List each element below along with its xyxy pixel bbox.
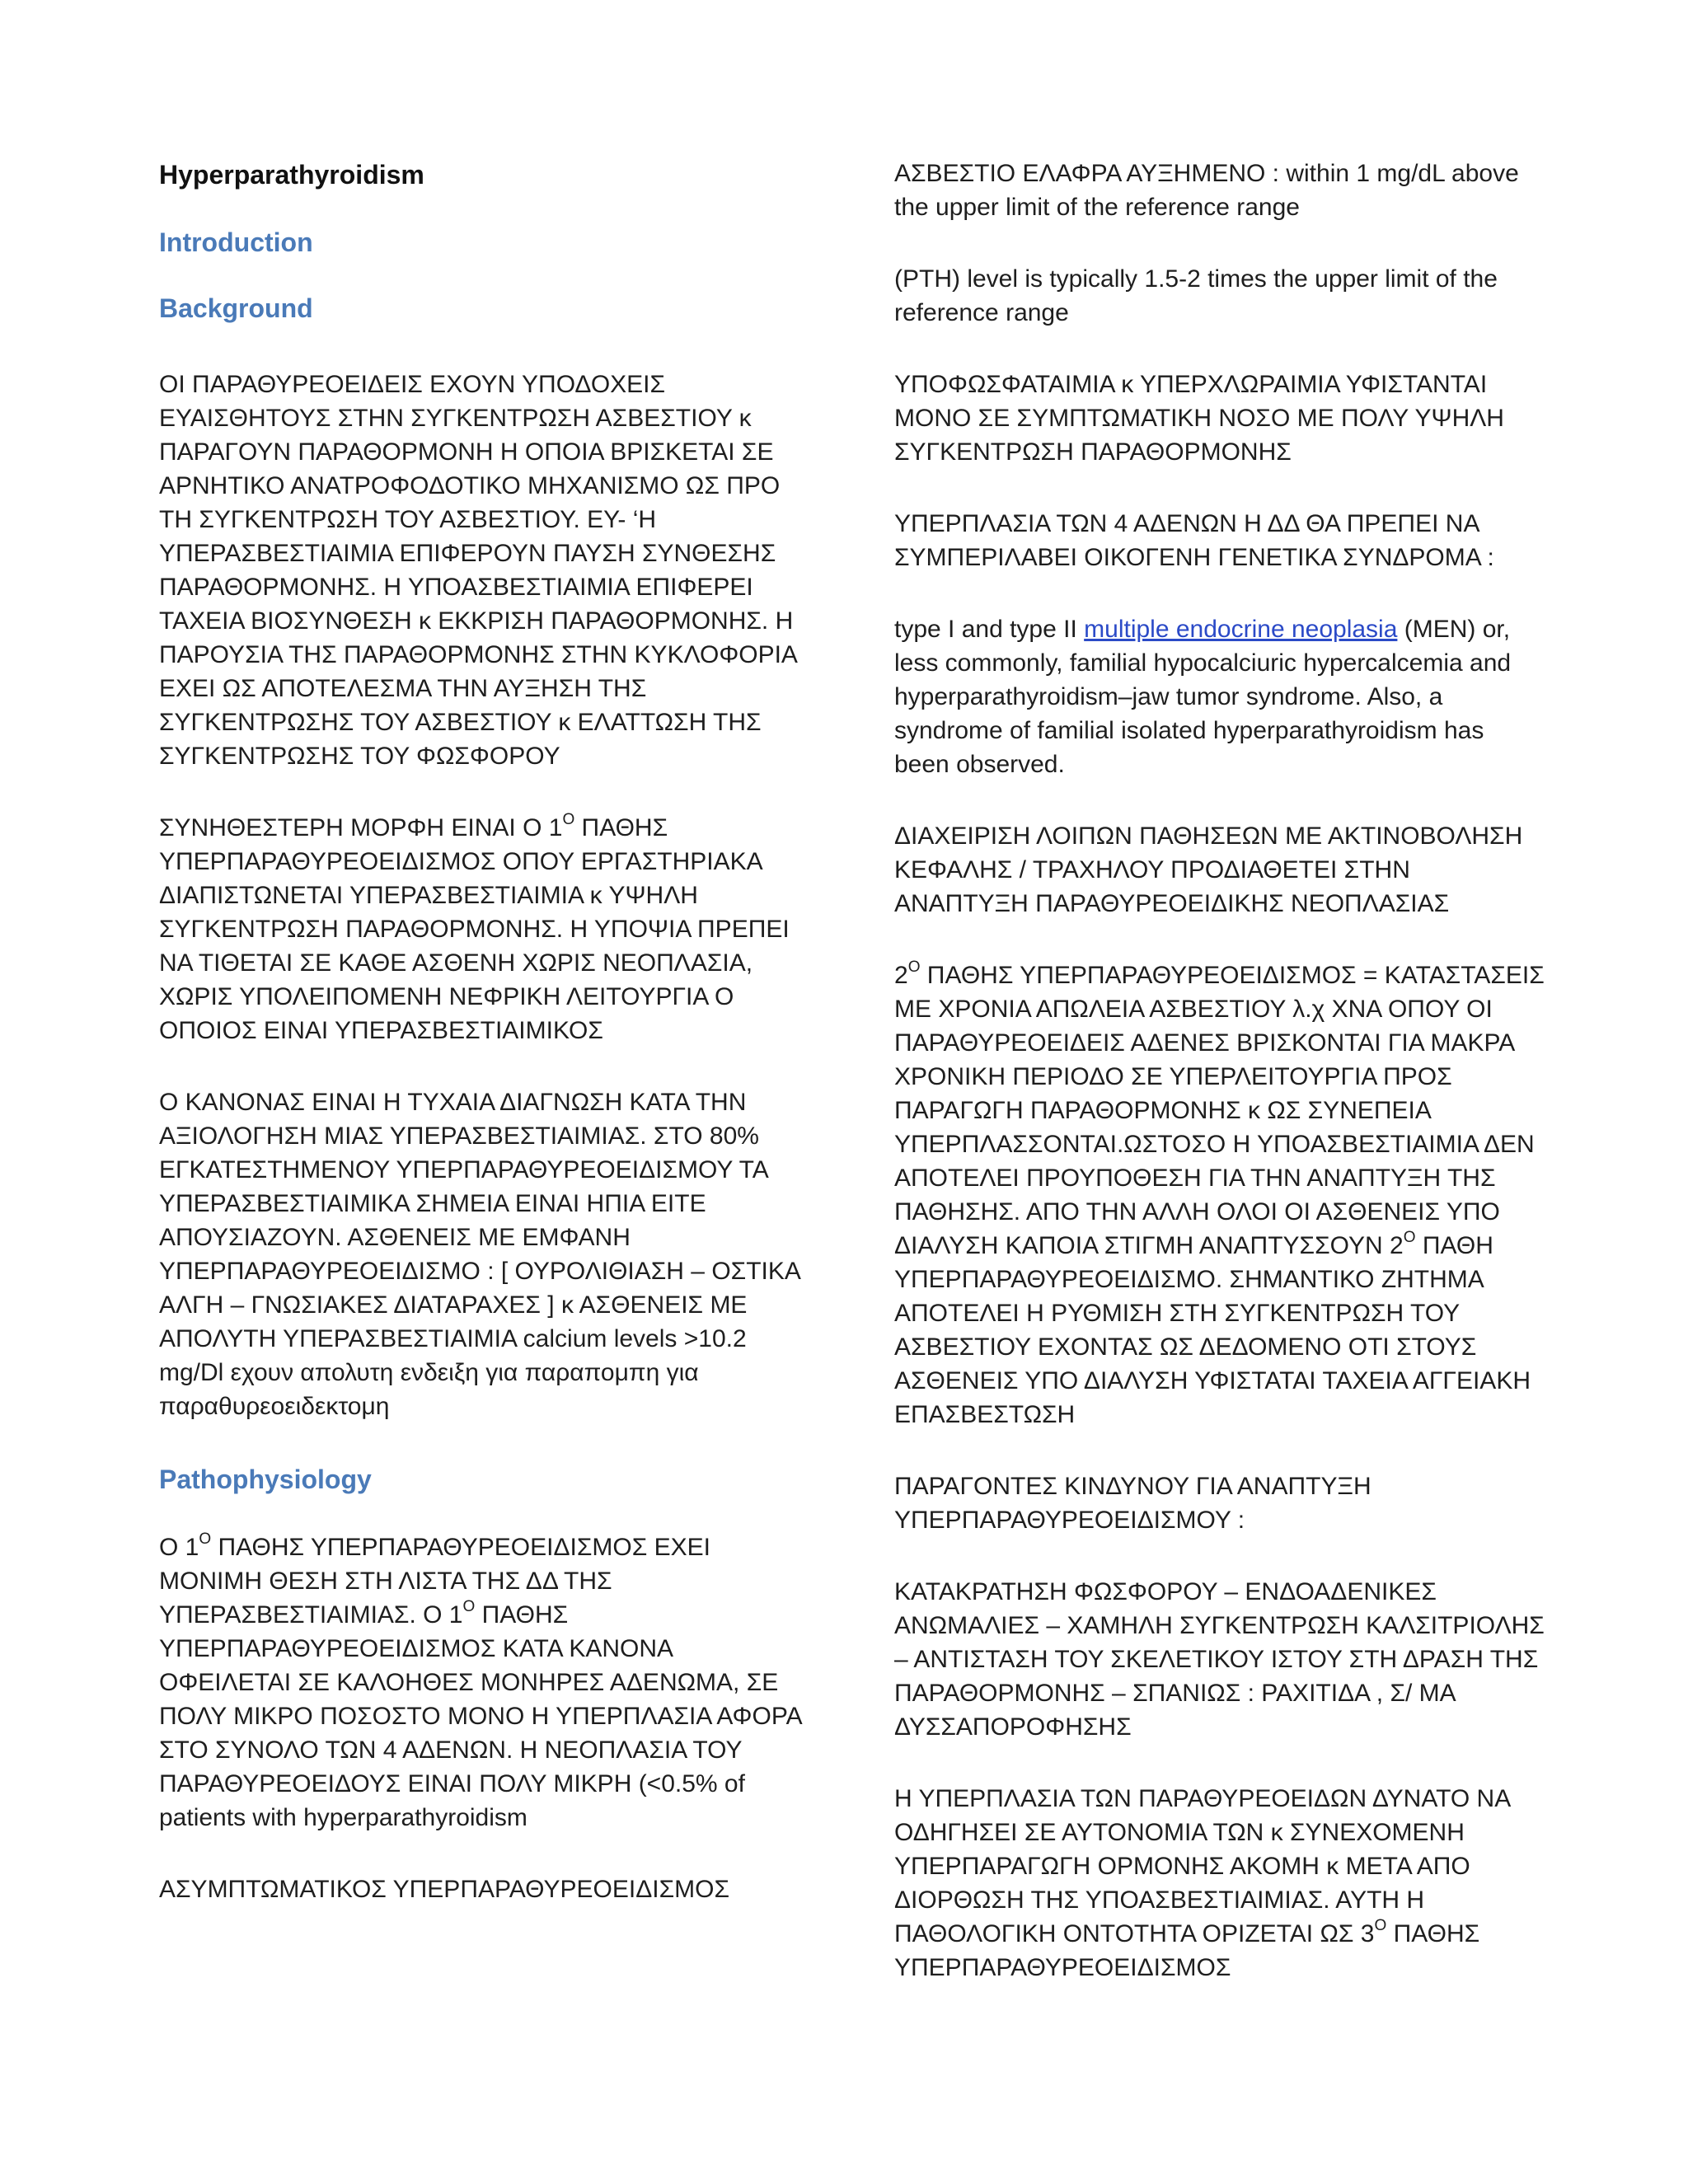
heading-pathophysiology: Pathophysiology — [159, 1465, 372, 1494]
heading-background: Background — [159, 293, 313, 323]
paragraph-incidental-diagnosis: Ο ΚΑΝΟΝΑΣ ΕΙΝΑΙ Η ΤΥΧΑΙΑ ΔΙΑΓΝΩΣΗ ΚΑΤΑ ΤΗΝ ΑΞΙΟΛΟΓΗΣΗ ΜΙΑΣ ΥΠΕΡΑΣΒΕΣΤΙΑΙΜΙΑΣ. ΣΤΟ 80% ΕΓΚΑΤΕΣΤΗΜΕΝΟΥ ΥΠΕΡΠΑΡΑΘΥΡΕΟΕΙΔΙΣΜΟΥ ΤΑ ΥΠΕΡΑΣΒΕΣΤΙΑΙΜΙΚΑ ΣΗΜΕΙΑ ΕΙΝΑΙ ΗΠΙΑ ΕΙΤΕ ΑΠΟΥΣΙΑΖΟΥΝ. ΑΣΘΕΝΕΙΣ ΜΕ ΕΜΦΑΝΗ ΥΠΕΡΠΑΡΑΘΥΡΕΟΕΙΔΙΣΜΟ : [ ΟΥΡΟΛΙΘΙΑΣΗ – ΟΣΤΙΚΑ ΑΛΓΗ – ΓΝΩΣΙΑΚΕΣ ΔΙΑΤΑΡΑΧΕΣ ] κ ΑΣΘΕΝΕΙΣ ΜΕ ΑΠΟΛΥΤΗ ΥΠΕΡΑΣΒΕΣΤΙΑΙΜΙΑ calcium levels >10.2 mg/Dl εχουν απολυτη ενδειξη για παραπομπη για παραθυρεοειδεκτομη — [159, 1089, 800, 1420]
text-fragment: ΠΑΘΗΣ ΥΠΕΡΠΑΡΑΘΥΡΕΟΕΙΔΙΣΜΟΣ ΟΠΟΥ ΕΡΓΑΣΤΗΡΙΑΚΑ ΔΙΑΠΙΣΤΩΝΕΤΑΙ ΥΠΕΡΑΣΒΕΣΤΙΑΙΜΙΑ κ ΥΨΗΛΗ ΣΥΓΚΕΝΤΡΩΣΗ ΠΑΡΑΘΟΡΜΟΝΗΣ. Η ΥΠΟΨΙΑ ΠΡΕΠΕΙ ΝΑ ΤΙΘΕΤΑΙ ΣΕ ΚΑΘΕ ΑΣΘΕΝΗ ΧΩΡΙΣ ΝΕΟΠΛΑΣΙΑ, ΧΩΡΙΣ ΥΠΟΛΕΙΠΟΜΕΝΗ ΝΕΦΡΙΚΗ ΛΕΙΤΟΥΡΓΙΑ Ο ΟΠΟΙΟΣ ΕΙΝΑΙ ΥΠΕΡΑΣΒΕΣΤΙΑΙΜΙΚΟΣ — [159, 814, 790, 1044]
text-fragment: ΠΑΘΗΣ ΥΠΕΡΠΑΡΑΘΥΡΕΟΕΙΔΙΣΜΟΣ — [894, 1920, 1480, 1981]
text-fragment: ΣΥΝΗΘΕΣΤΕΡΗ ΜΟΡΦΗ ΕΙΝΑΙ Ο 1 — [159, 814, 563, 841]
right-column — [894, 157, 1545, 2022]
text-fragment: Ο 1 — [159, 1534, 199, 1561]
paragraph-risk-factors: ΚΑΤΑΚΡΑΤΗΣΗ ΦΩΣΦΟΡΟΥ – ΕΝΔΟΑΔΕΝΙΚΕΣ ΑΝΩΜΑΛΙΕΣ – ΧΑΜΗΛΗ ΣΥΓΚΕΝΤΡΩΣΗ ΚΑΛΣΙΤΡΙΟΛΗΣ – ΑΝΤΙΣΤΑΣΗ ΤΟΥ ΣΚΕΛΕΤΙΚΟΥ ΙΣΤΟΥ ΣΤΗ ΔΡΑΣΗ ΤΗΣ ΠΑΡΑΘΟΡΜΟΝΗΣ – ΣΠΑΝΙΩΣ : ΡΑΧΙΤΙΔΑ , Σ/ ΜΑ ΔΥΣΣΑΠΟΡΟΦΗΣΗΣ — [894, 1578, 1545, 1741]
text-fragment: ΠΑΘΗΣ ΥΠΕΡΠΑΡΑΘΥΡΕΟΕΙΔΙΣΜΟΣ ΕΧΕΙ ΜΟΝΙΜΗ ΘΕΣΗ ΣΤΗ ΛΙΣΤΑ ΤΗΣ ΔΔ ΤΗΣ ΥΠΕΡΑΣΒΕΣΤΙΑΙΜΙΑΣ. Ο 1 — [159, 1534, 710, 1629]
text-fragment: type I and type II — [894, 616, 1085, 643]
paragraph-risk-factors-heading: ΠΑΡΑΓΟΝΤΕΣ ΚΙΝΔΥΝΟΥ ΓΙΑ ΑΝΑΠΤΥΞΗ ΥΠΕΡΠΑΡΑΘΥΡΕΟΕΙΔΙΣΜΟΥ : — [894, 1473, 1372, 1534]
link-multiple-endocrine-neoplasia[interactable]: multiple endocrine neoplasia — [1084, 616, 1398, 643]
superscript: O — [1403, 1229, 1416, 1246]
text-fragment: ΠΑΘΗΣ ΥΠΕΡΠΑΡΑΘΥΡΕΟΕΙΔΙΣΜΟΣ = ΚΑΤΑΣΤΑΣΕΙΣ ΜΕ ΧΡΟΝΙΑ ΑΠΩΛΕΙΑ ΑΣΒΕΣΤΙΟΥ λ.χ ΧΝΑ ΟΠΟΥ ΟΙ ΠΑΡΑΘΥΡΕΟΕΙΔΕΙΣ ΑΔΕΝΕΣ ΒΡΙΣΚΟΝΤΑΙ ΓΙΑ ΜΑΚΡΑ ΧΡΟΝΙΚΗ ΠΕΡΙΟΔΟ ΣΕ ΥΠΕΡΛΕΙΤΟΥΡΓΙΑ ΠΡΟΣ ΠΑΡΑΓΩΓΗ ΠΑΡΑΘΟΡΜΟΝΗΣ κ ΩΣ ΣΥΝΕΠΕΙΑ ΥΠΕΡΠΛΑΣΣΟΝΤΑΙ.ΩΣΤΟΣΟ Η ΥΠΟΑΣΒΕΣΤΙΑΙΜΙΑ ΔΕΝ ΑΠΟΤΕΛΕΙ ΠΡΟΥΠΟΘΕΣΗ ΓΙΑ ΤΗΝ ΑΝΑΠΤΥΞΗ ΤΗΣ ΠΑΘΗΣΗΣ. ΑΠΟ ΤΗΝ ΑΛΛΗ ΟΛΟΙ ΟΙ ΑΣΘΕΝΕΙΣ ΥΠΟ ΔΙΑΛΥΣΗ ΚΑΠΟΙΑ ΣΤΙΓΜΗ ΑΝΑΠΤΥΣΣΟΥΝ 2 — [894, 962, 1545, 1259]
paragraph-tertiary-hyperparathyroidism — [894, 1782, 1545, 1985]
text-fragment: Η ΥΠΕΡΠΛΑΣΙΑ ΤΩΝ ΠΑΡΑΘΥΡΕΟΕΙΔΩΝ ΔΥΝΑΤΟ ΝΑ ΟΔΗΓΗΣΕΙ ΣΕ ΑΥΤΟΝΟΜΙΑ ΤΩΝ κ ΣΥΝΕΧΟΜΕΝΗ ΥΠΕΡΠΑΡΑΓΩΓΗ ΟΡΜΟΝΗΣ ΑΚΟΜΗ κ ΜΕΤΑ ΑΠΟ ΔΙΟΡΘΩΣΗ ΤΗΣ ΥΠΟΑΣΒΕΣΤΙΑΙΜΙΑΣ. ΑΥΤΗ Η ΠΑΘΟΛΟΓΙΚΗ ΟΝΤΟΤΗΤΑ ΟΡΙΖΕΤΑΙ ΩΣ 3 — [894, 1785, 1510, 1947]
superscript: O — [199, 1530, 212, 1548]
paragraph-calcium-slightly-elevated: ΑΣΒΕΣΤΙΟ ΕΛΑΦΡΑ ΑΥΞΗΜΕΝΟ : within 1 mg/dL above the upper limit of the reference range — [894, 160, 1519, 221]
text-fragment: (MEN) or, less commonly, familial hypocalciuric hypercalcemia and hyperparathyroidism–jaw tumor syndrome. Also, a syndrome of familial isolated hyperparathyroidism has been observed. — [894, 616, 1512, 778]
paragraph-hypophosphatemia: ΥΠΟΦΩΣΦΑΤΑΙΜΙΑ κ ΥΠΕΡΧΛΩΡΑΙΜΙΑ ΥΦΙΣΤΑΝΤΑΙ ΜΟΝΟ ΣΕ ΣΥΜΠΤΩΜΑΤΙΚΗ ΝΟΣΟ ΜΕ ΠΟΛΥ ΥΨΗΛΗ ΣΥΓΚΕΝΤΡΩΣΗ ΠΑΡΑΘΟΡΜΟΝΗΣ — [894, 371, 1504, 466]
paragraph-genetic-syndromes — [894, 612, 1545, 781]
text-fragment: ΠΑΘΗ ΥΠΕΡΠΑΡΑΘΥΡΕΟΕΙΔΙΣΜΟ. ΣΗΜΑΝΤΙΚΟ ΖΗΤΗΜΑ ΑΠΟΤΕΛΕΙ Η ΡΥΘΜΙΣΗ ΣΤΗ ΣΥΓΚΕΝΤΡΩΣΗ ΤΟΥ ΑΣΒΕΣΤΙΟΥ ΕΧΟΝΤΑΣ ΩΣ ΔΕΔΟΜΕΝΟ ΟΤΙ ΣΤΟΥΣ ΑΣΘΕΝΕΙΣ ΥΠΟ ΔΙΑΛΥΣΗ ΥΦΙΣΤΑΤΑΙ ΤΑΧΕΙΑ ΑΓΓΕΙΑΚΗ ΕΠΑΣΒΕΣΤΩΣΗ — [894, 1232, 1531, 1428]
superscript: O — [462, 1598, 476, 1615]
superscript: O — [907, 958, 921, 976]
superscript: O — [1374, 1917, 1387, 1934]
paragraph-pth-level: (PTH) level is typically 1.5-2 times the upper limit of the reference range — [894, 265, 1498, 326]
text-fragment: ΠΑΘΗΣ ΥΠΕΡΠΑΡΑΘΥΡΕΟΕΙΔΙΣΜΟΣ ΚΑΤΑ ΚΑΝΟΝΑ ΟΦΕΙΛΕΤΑΙ ΣΕ ΚΑΛΟΗΘΕΣ ΜΟΝΗΡΕΣ ΑΔΕΝΩΜΑ, ΣΕ ΠΟΛΥ ΜΙΚΡΟ ΠΟΣΟΣΤΟ ΜΟΝΟ Η ΥΠΕΡΠΛΑΣΙΑ ΑΦΟΡΑ ΣΤΟ ΣΥΝΟΛΟ ΤΩΝ 4 ΑΔΕΝΩΝ. Η ΝΕΟΠΛΑΣΙΑ ΤΟΥ ΠΑΡΑΘΥΡΕΟΕΙΔΟΥΣ ΕΙΝΑΙ ΠΟΛΥ ΜΙΚΡΗ (<0.5% of patients with hyperparathyroidism — [159, 1601, 801, 1831]
paragraph-four-gland-hyperplasia: ΥΠΕΡΠΛΑΣΙΑ ΤΩΝ 4 ΑΔΕΝΩΝ Η ΔΔ ΘΑ ΠΡΕΠΕΙ ΝΑ ΣΥΜΠΕΡΙΛΑΒΕΙ ΟΙΚΟΓΕΝΗ ΓΕΝΕΤΙΚΑ ΣΥΝΔΡΟΜΑ : — [894, 510, 1494, 571]
paragraph-radiation-risk: ΔΙΑΧΕΙΡΙΣΗ ΛΟΙΠΩΝ ΠΑΘΗΣΕΩΝ ΜΕ ΑΚΤΙΝΟΒΟΛΗΣΗ ΚΕΦΑΛΗΣ / ΤΡΑΧΗΛΟΥ ΠΡΟΔΙΑΘΕΤΕΙ ΣΤΗΝ ΑΝΑΠΤΥΞΗ ΠΑΡΑΘΥΡΕΟΕΙΔΙΚΗΣ ΝΕΟΠΛΑΣΙΑΣ — [894, 823, 1523, 917]
paragraph-secondary-hyperparathyroidism — [894, 958, 1545, 1432]
left-column — [159, 157, 810, 1944]
paragraph-primary-hyperparathyroidism — [159, 811, 810, 1047]
paragraph-asymptomatic: ΑΣΥΜΠΤΩΜΑΤΙΚΟΣ ΥΠΕΡΠΑΡΑΘΥΡΕΟΕΙΔΙΣΜΟΣ — [159, 1876, 730, 1903]
heading-introduction: Introduction — [159, 227, 313, 257]
paragraph-pathophysiology — [159, 1530, 810, 1835]
paragraph-parathyroid-receptors: ΟΙ ΠΑΡΑΘΥΡΕΟΕΙΔΕΙΣ ΕΧΟΥΝ ΥΠΟΔΟΧΕΙΣ ΕΥΑΙΣΘΗΤΟΥΣ ΣΤΗΝ ΣΥΓΚΕΝΤΡΩΣΗ ΑΣΒΕΣΤΙΟΥ κ ΠΑΡΑΓΟΥΝ ΠΑΡΑΘΟΡΜΟΝΗ Η ΟΠΟΙΑ ΒΡΙΣΚΕΤΑΙ ΣΕ ΑΡΝΗΤΙΚΟ ΑΝΑΤΡΟΦΟΔΟΤΙΚΟ ΜΗΧΑΝΙΣΜΟ ΩΣ ΠΡΟ ΤΗ ΣΥΓΚΕΝΤΡΩΣΗ ΤΟΥ ΑΣΒΕΣΤΙΟΥ. ΕΥ- ‘Η ΥΠΕΡΑΣΒΕΣΤΙΑΙΜΙΑ ΕΠΙΦΕΡΟΥΝ ΠΑΥΣΗ ΣΥΝΘΕΣΗΣ ΠΑΡΑΘΟΡΜΟΝΗΣ. Η ΥΠΟΑΣΒΕΣΤΙΑΙΜΙΑ ΕΠΙΦΕΡΕΙ ΤΑΧΕΙΑ ΒΙΟΣΥΝΘΕΣΗ κ ΕΚΚΡΙΣΗ ΠΑΡΑΘΟΡΜΟΝΗΣ. Η ΠΑΡΟΥΣΙΑ ΤΗΣ ΠΑΡΑΘΟΡΜΟΝΗΣ ΣΤΗΝ ΚΥΚΛΟΦΟΡΙΑ ΕΧΕΙ ΩΣ ΑΠΟΤΕΛΕΣΜΑ ΤΗΝ ΑΥΞΗΣΗ ΤΗΣ ΣΥΓΚΕΝΤΡΩΣΗΣ ΤΟΥ ΑΣΒΕΣΤΙΟΥ κ ΕΛΑΤΤΩΣΗ ΤΗΣ ΣΥΓΚΕΝΤΡΩΣΗΣ ΤΟΥ ΦΩΣΦΟΡΟΥ — [159, 371, 797, 770]
text-fragment: 2 — [894, 962, 908, 989]
document-title: Hyperparathyroidism — [159, 160, 424, 190]
superscript: O — [562, 811, 575, 828]
